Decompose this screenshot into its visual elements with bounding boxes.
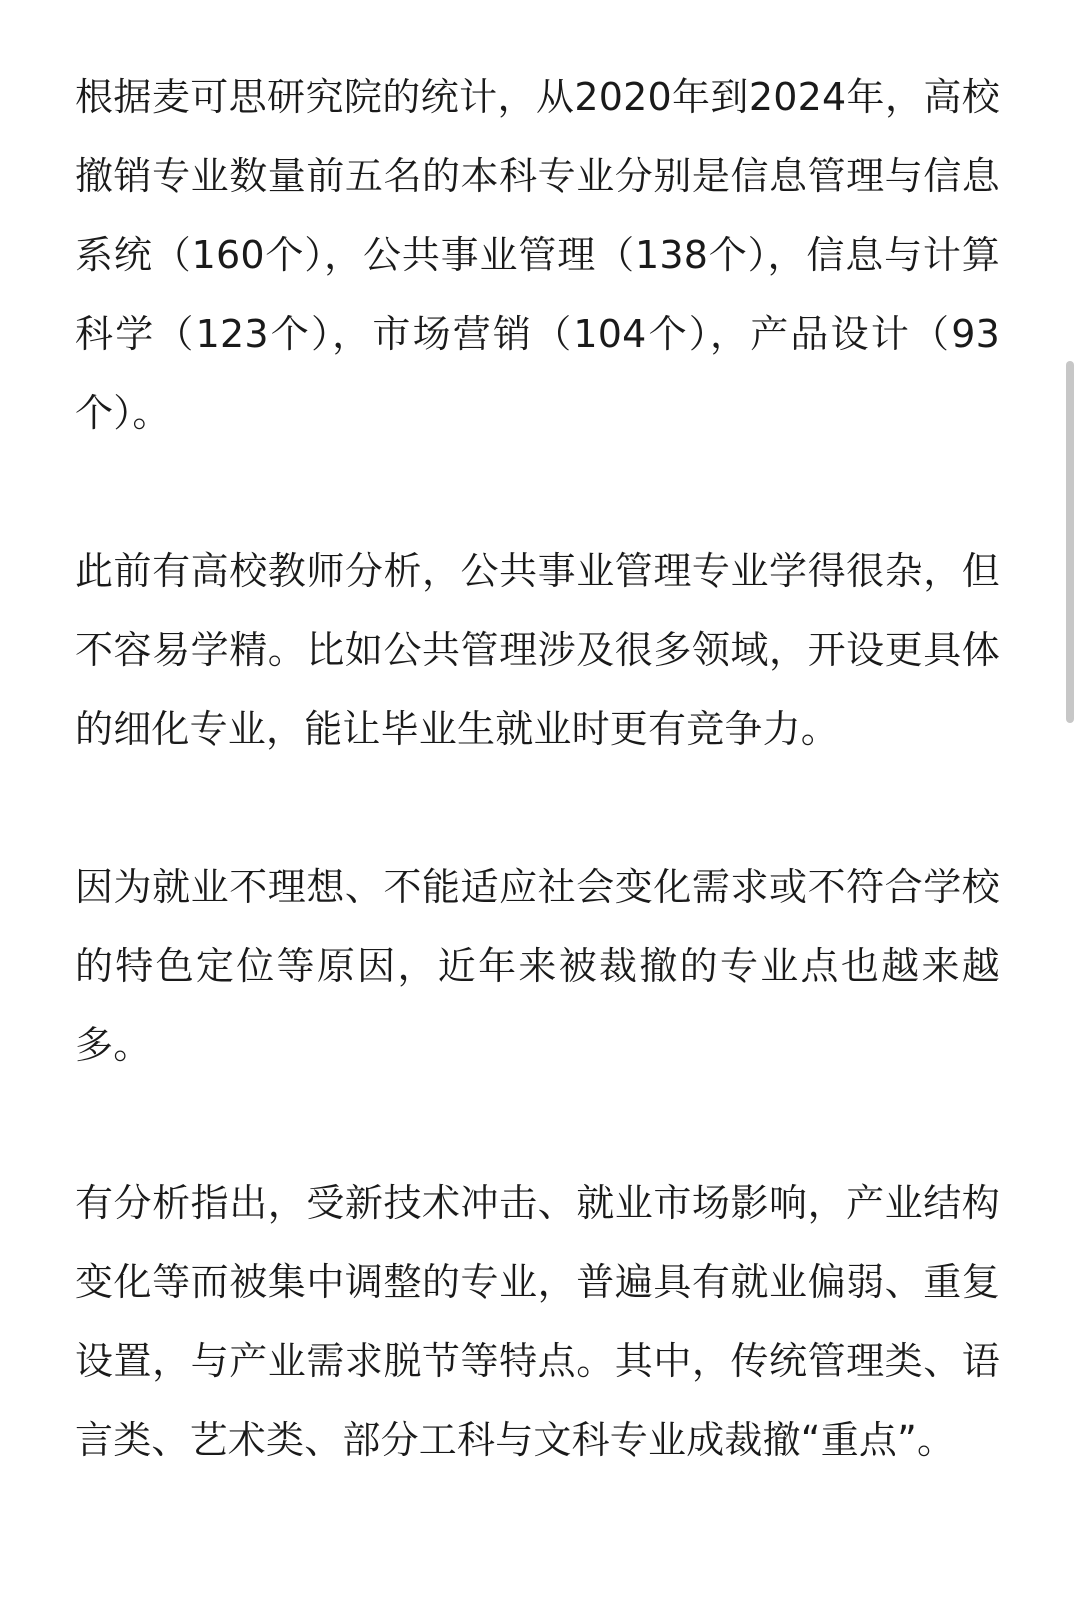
paragraph-3: 因为就业不理想、不能适应社会变化需求或不符合学校的特色定位等原因，近年来被裁撤的专业点也越来越多。 — [75, 865, 1000, 1067]
paragraph-1: 根据麦可思研究院的统计，从2020年到2024年，高校撤销专业数量前五名的本科专业分别是信息管理与信息系统（160个），公共事业管理（138个），信息与计算科学（123个），市场营销（104个），产品设计（93个）。 — [75, 75, 1000, 435]
vertical-scrollbar[interactable] — [1066, 0, 1074, 1624]
paragraph-2: 此前有高校教师分析，公共事业管理专业学得很杂，但不容易学精。比如公共管理涉及很多领域，开设更具体的细化专业，能让毕业生就业时更有竞争力。 — [75, 549, 1000, 751]
scrollbar-thumb[interactable] — [1066, 361, 1074, 723]
article-body — [75, 58, 1000, 1480]
paragraph-4: 有分析指出，受新技术冲击、就业市场影响，产业结构变化等而被集中调整的专业，普遍具有就业偏弱、重复设置，与产业需求脱节等特点。其中，传统管理类、语言类、艺术类、部分工科与文科专业成裁撤“重点”。 — [75, 1181, 1000, 1462]
